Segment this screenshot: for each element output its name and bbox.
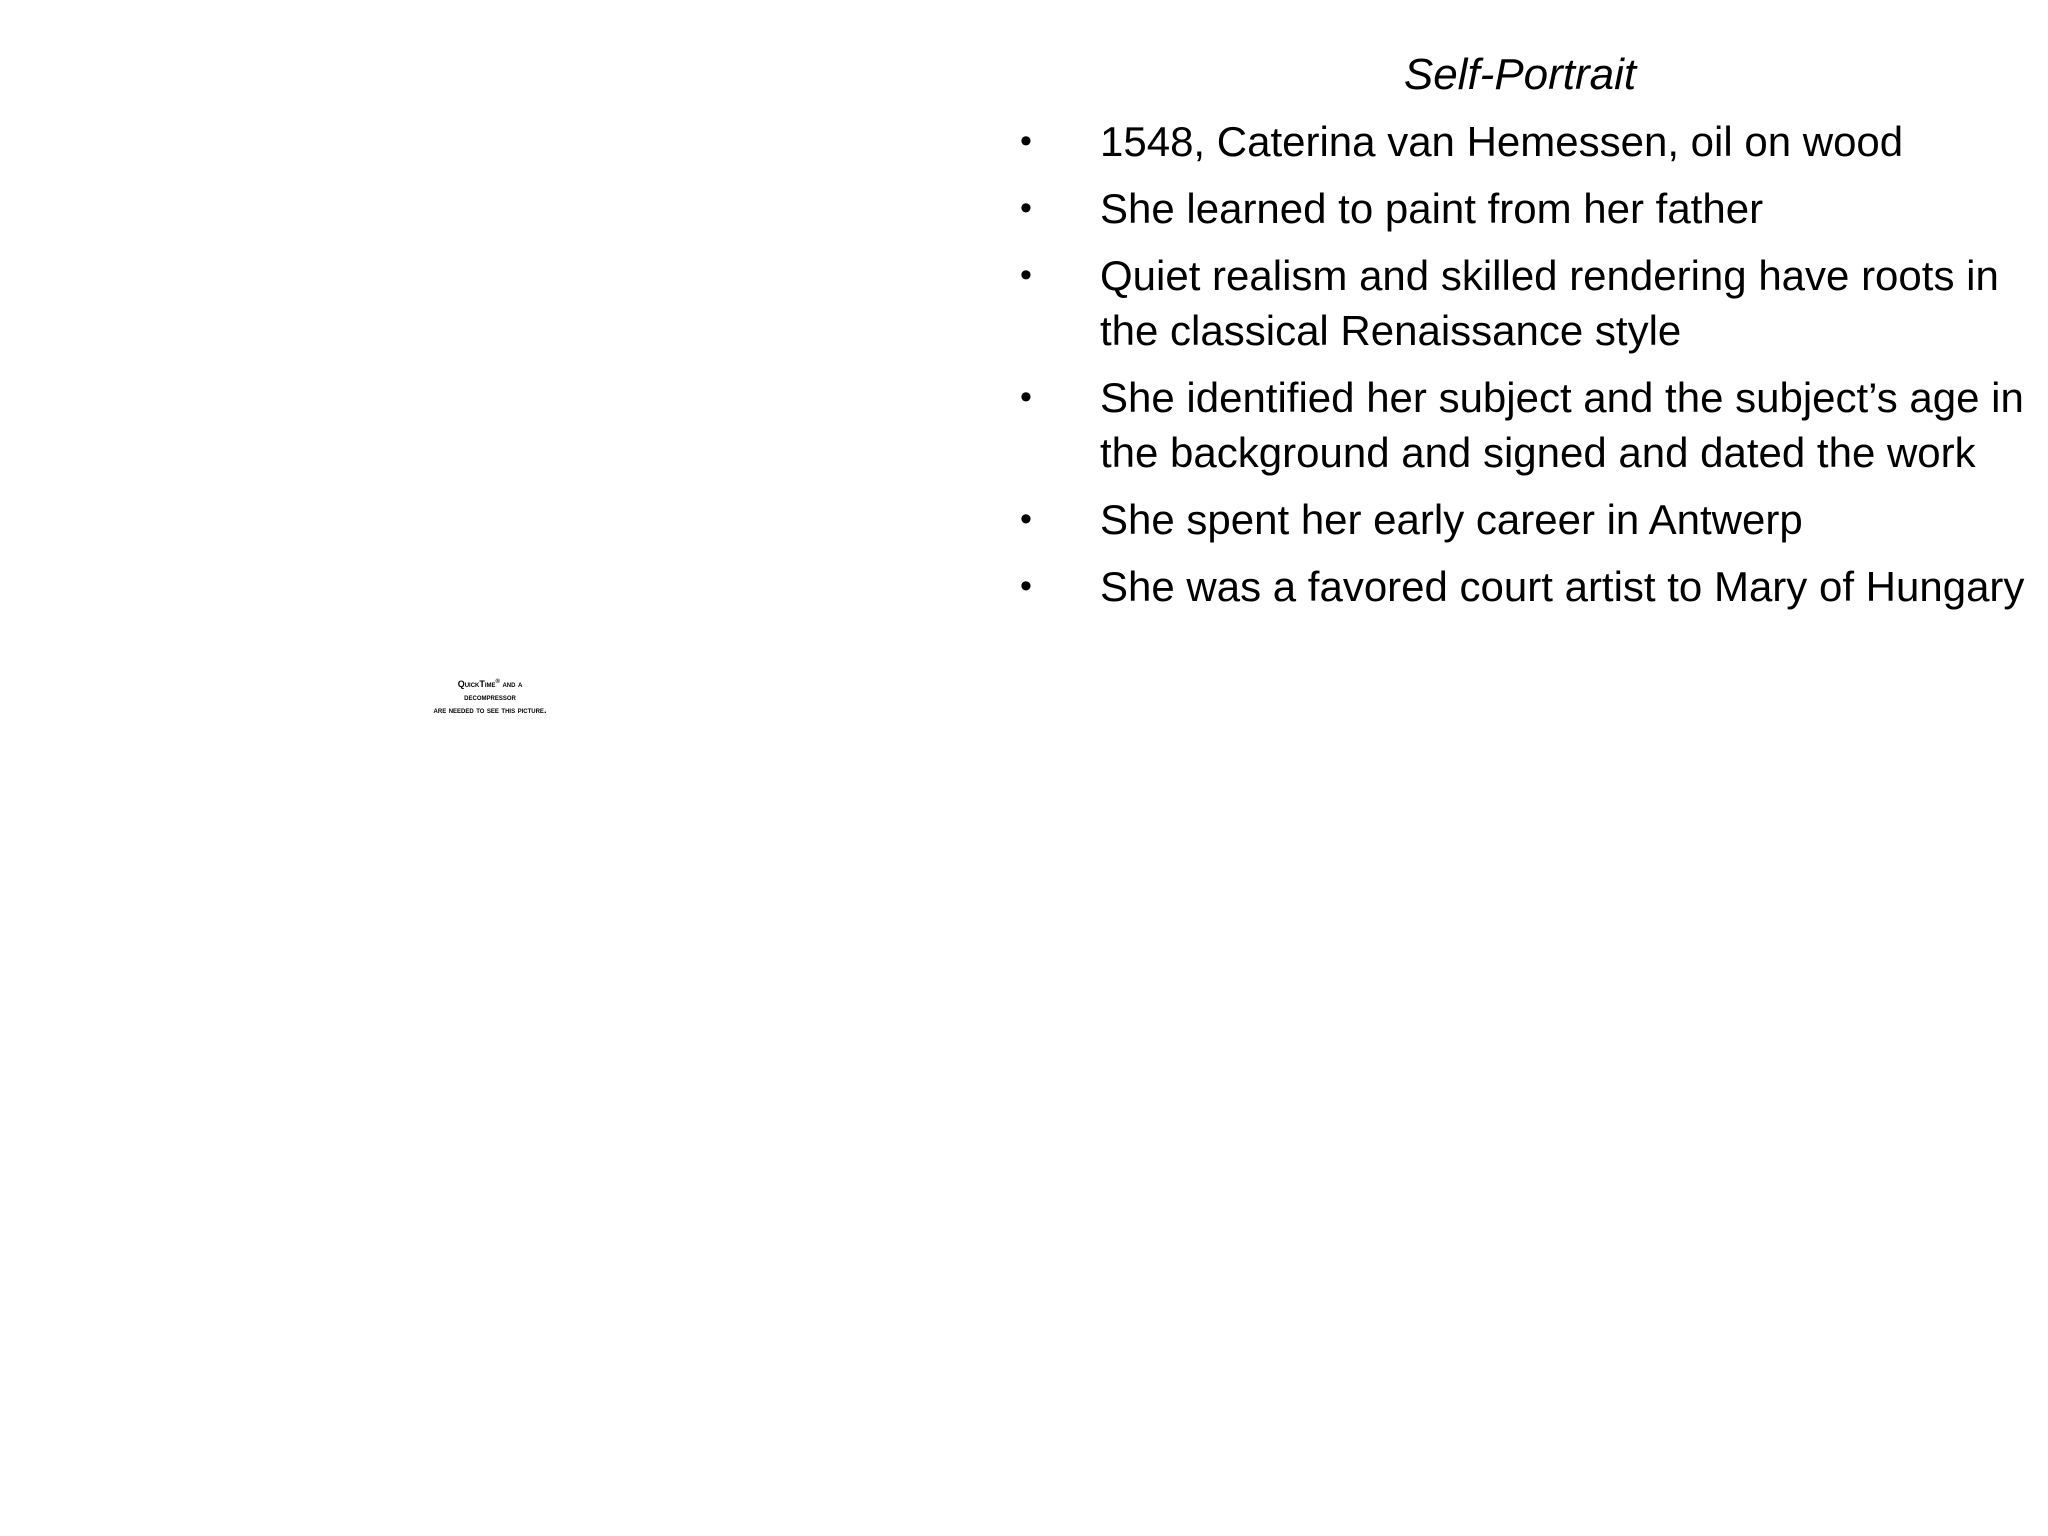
bullet-icon: • [1020,189,1032,227]
bullet-item [1010,370,2040,480]
bullet-icon: • [1020,122,1032,160]
bullet-list [1010,114,2040,626]
bullet-item [1010,492,2040,547]
bullet-text: She spent her early career in Antwerp [1100,496,1803,543]
bullet-text: She was a favored court artist to Mary of Hungary [1100,563,2025,610]
bullet-icon: • [1020,378,1032,416]
slide-title: Self-Portrait [1403,50,1637,99]
bullet-icon: • [1020,256,1032,294]
bullet-text: Quiet realism and skilled rendering have roots in the classical Renaissance style [1100,252,1999,354]
bullet-item [1010,559,2040,614]
bullet-icon: • [1020,567,1032,605]
placeholder-line-2: decompressor [464,692,516,702]
placeholder-line-1: QuickTime® and a [457,679,523,689]
bullet-item [1010,114,2040,169]
bullet-text: She learned to paint from her father [1100,185,1764,232]
bullet-item [1010,248,2040,358]
bullet-text: She identified her subject and the subject’s age in the background and signed and dated the work [1100,374,2024,476]
quicktime-image-placeholder [300,600,680,720]
bullet-text: 1548, Caterina van Hemessen, oil on wood [1100,118,1904,165]
placeholder-text [300,676,680,717]
bullet-icon: • [1020,500,1032,538]
bullet-item [1010,181,2040,236]
placeholder-line-3: are needed to see this picture. [433,705,547,715]
